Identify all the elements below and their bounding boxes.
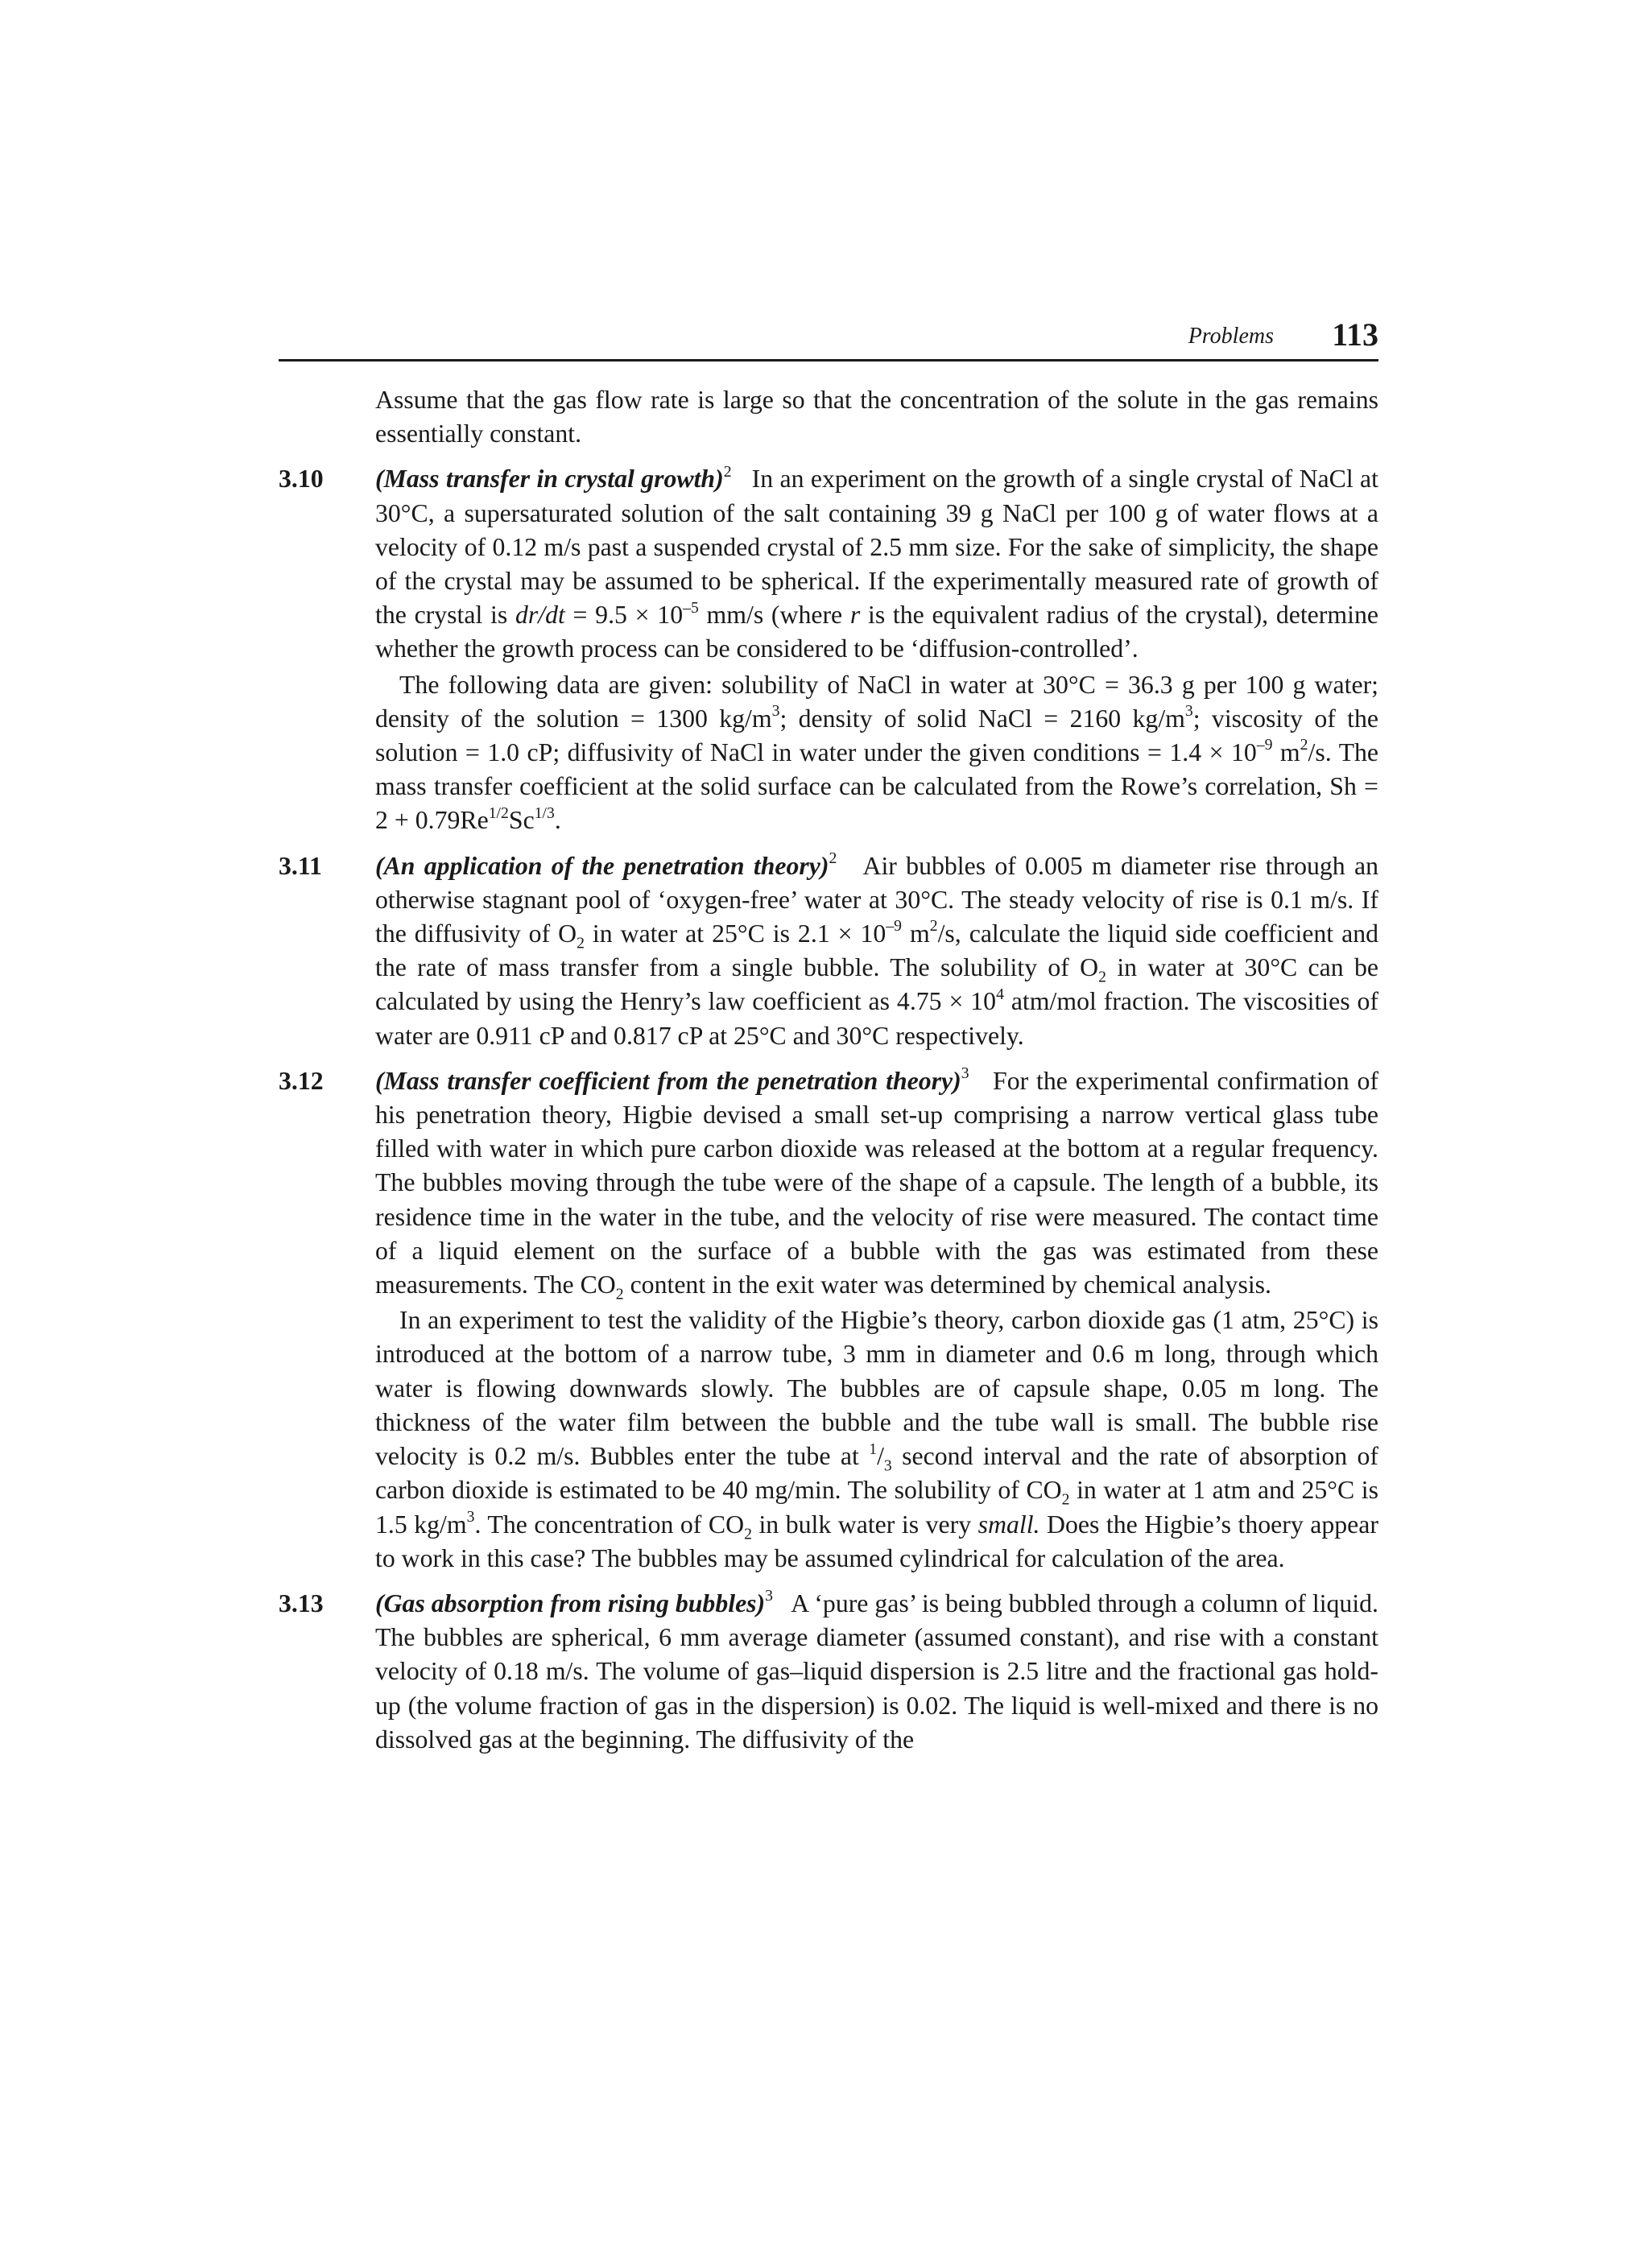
problem-data-paragraph: The following data are given: solubility of NaCl in water at 30°C = 36.3 g per 100 g water; density of the solution = 1300 $kg/m^3$; density of solid NaCl = 2160 $kg/m^3$; viscosity of the solution = 1.0 cP; diffusivity of NaCl in water under the given conditions = $1.4 \times 10^{-9}$ $m^2/s$. The mass transfer coefficient at the solid surface can be calculated from the Rowe’s correlation, $Sh = 2 + 0.79Re^{1/2}Sc^{1/3}$. — [375, 670, 1379, 835]
page-body — [279, 383, 1378, 1757]
problem-number: 3.13 — [279, 1588, 324, 1617]
problem-number: 3.12 — [279, 1066, 324, 1095]
page-number: 113 — [1332, 316, 1378, 353]
problem-3-12 — [279, 1064, 1378, 1576]
reference-marker: 3 — [765, 1587, 774, 1605]
problem-title: (Gas absorption from rising bubbles) — [375, 1588, 766, 1617]
problem-title: (An application of the penetration theory) — [375, 851, 829, 880]
reference-marker: 2 — [829, 849, 837, 868]
intro-paragraph: Assume that the gas flow rate is large so that the concentration of the solute in the gas remains essentially constant. — [375, 386, 1378, 448]
problem-number: 3.11 — [279, 851, 322, 880]
problem-3-13 — [279, 1587, 1378, 1757]
problem-title: (Mass transfer in crystal growth) — [375, 465, 724, 494]
page-header — [279, 316, 1378, 361]
problem-3-10 — [279, 462, 1378, 837]
problem-paragraph: (An application of the penetration theory)$^2$ Air bubbles of 0.005 m diameter rise through an otherwise stagnant pool of ‘oxygen-free’ water at 30°C. The steady velocity of rise is 0.1 m/s. If the diffusivity of $O_2$ in water at 25°C is $2.1 \times 10^{-9}$ $m^2/s$, calculate the liquid side coefficient and the rate of mass transfer from a single bubble. The solubility of $O_2$ in water at 30°C can be calculated by using the Henry’s law coefficient as $4.75 \times 10^4$ atm/mol fraction. The viscosities of water are 0.911 cP and 0.817 cP at 25°C and 30°C respectively. — [375, 849, 1378, 1050]
running-title: Problems — [1188, 324, 1274, 349]
problem-number: 3.10 — [279, 465, 324, 494]
reference-marker: 3 — [961, 1064, 969, 1083]
problem-paragraph: (Mass transfer in crystal growth)$^2$ In an experiment on the growth of a single crystal of NaCl at 30°C, a supersaturated solution of the salt containing 39 g NaCl per 100 g of water flows at a velocity of 0.12 m/s past a suspended crystal of 2.5 mm size. For the sake of simplicity, the shape of the crystal may be assumed to be spherical. If the experimentally measured rate of growth of the crystal is $dr/dt = 9.5 \times 10^{-5}$ mm/s (where r is the equivalent radius of the crystal), determine whether the growth process can be considered to be ‘diffusion-controlled’. — [375, 462, 1378, 663]
problem-3-11 — [279, 849, 1378, 1053]
problem-paragraph: (Mass transfer coefficient from the penetration theory)$^3$ For the experimental confirmation of his penetration theory, Higbie devised a small set-up comprising a narrow vertical glass tube filled with water in which pure carbon dioxide was released at the bottom at a regular frequency. The bubbles moving through the tube were of the shape of a capsule. The length of a bubble, its residence time in the water in the tube, and the velocity of rise were measured. The contact time of a liquid element on the surface of a bubble with the gas was estimated from these measurements. The $CO_2$ content in the exit water was determined by chemical analysis. — [375, 1064, 1378, 1303]
problem-title: (Mass transfer coefficient from the penetration theory) — [375, 1066, 961, 1095]
problem-experiment-paragraph: In an experiment to test the validity of the Higbie’s theory, carbon dioxide gas (1 atm, 25°C) is introduced at the bottom of a narrow tube, 3 mm in diameter and 0.6 m long, through which water is flowing downwards slowly. The bubbles are of capsule shape, 0.05 m long. The thickness of the water film between the bubble and the tube wall is small. The bubble rise velocity is 0.2 m/s. Bubbles enter the tube at $^1/_3$ second interval and the rate of absorption of carbon dioxide is estimated to be 40 mg/min. The solubility of $CO_2$ in water at 1 atm and 25°C is 1.5 $kg/m^3$. The concentration of $CO_2$ in bulk water is very small. Does the Higbie’s thoery appear to work in this case? The bubbles may be assumed cylindrical for calculation of the area. — [375, 1306, 1379, 1572]
problem-paragraph: (Gas absorption from rising bubbles)$^3$ A ‘pure gas’ is being bubbled through a column of liquid. The bubbles are spherical, 6 mm average diameter (assumed constant), and rise with a constant velocity of 0.18 m/s. The volume of gas–liquid dispersion is 2.5 litre and the fractional gas hold-up (the volume fraction of gas in the dispersion) is 0.02. The liquid is well-mixed and there is no dissolved gas at the beginning. The diffusivity of the — [375, 1587, 1379, 1754]
header-rule — [279, 359, 1378, 361]
reference-marker: 2 — [723, 462, 732, 481]
